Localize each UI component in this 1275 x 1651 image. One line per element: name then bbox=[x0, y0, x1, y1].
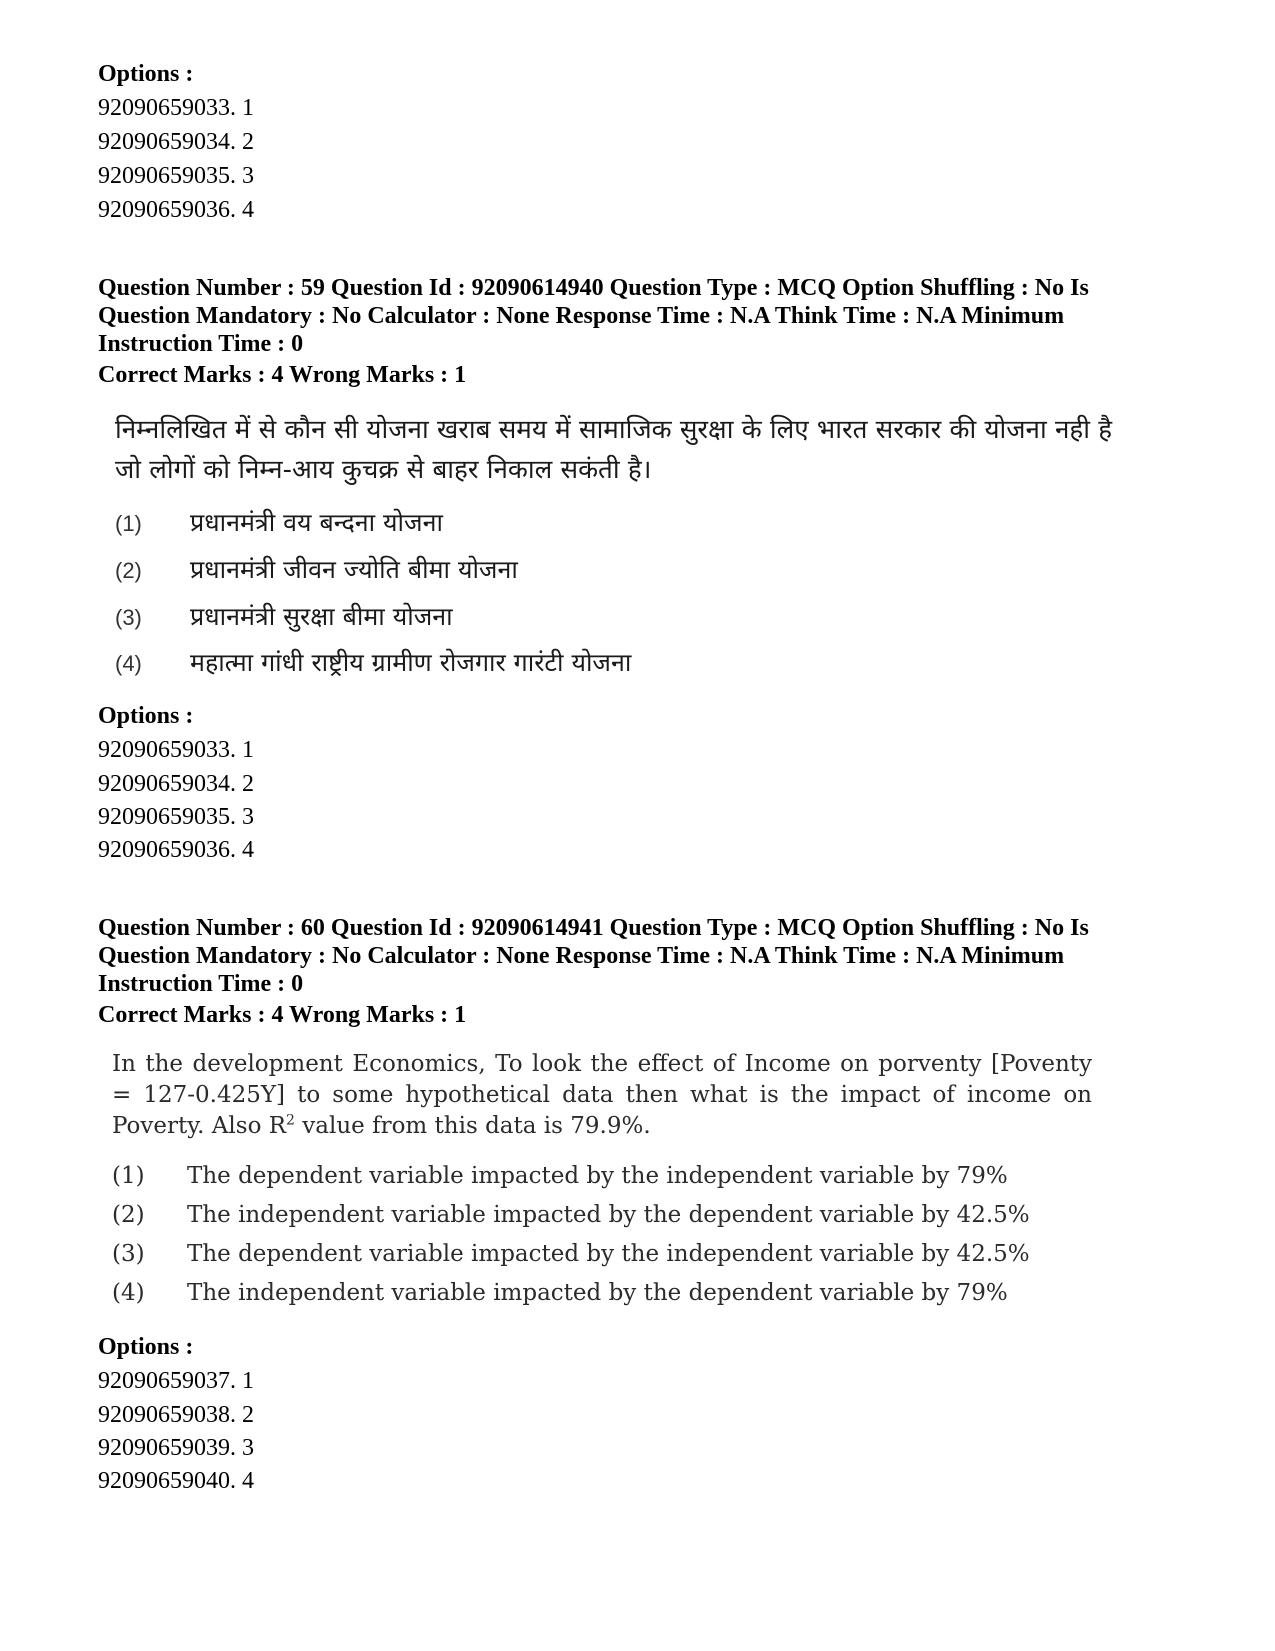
options-title: Options : bbox=[98, 1334, 194, 1360]
answer-choice bbox=[115, 602, 453, 633]
question-meta-line: Instruction Time : 0 bbox=[98, 971, 304, 997]
question-59-marks: Correct Marks : 4 Wrong Marks : 1 bbox=[98, 362, 467, 388]
question-meta-line: Instruction Time : 0 bbox=[98, 331, 304, 357]
option-id-line: 92090659038. 2 bbox=[98, 1402, 254, 1428]
answer-choice bbox=[115, 555, 518, 586]
answer-choice bbox=[112, 1239, 1030, 1269]
question-stem-text: In the development Economics, To look the effect of Income on porventy [Poventy = 127-0.425Y] to some hypothetical data then what is the impact of income on Poverty. Also R bbox=[112, 1051, 1092, 1139]
answer-choice-number: (1) bbox=[115, 511, 142, 536]
options-title: Options : bbox=[98, 703, 194, 729]
answer-choice-text: प्रधानमंत्री सुरक्षा बीमा योजना bbox=[190, 602, 453, 631]
options-title: Options : bbox=[98, 61, 194, 87]
answer-choice-text: The independent variable impacted by the dependent variable by 42.5% bbox=[187, 1202, 1030, 1228]
answer-choice bbox=[115, 648, 631, 679]
question-stem bbox=[112, 1049, 1092, 1142]
answer-choice-number: (3) bbox=[112, 1241, 145, 1267]
answer-choice-text: The dependent variable impacted by the independent variable by 42.5% bbox=[187, 1241, 1030, 1267]
option-id-line: 92090659035. 3 bbox=[98, 804, 254, 830]
option-id-line: 92090659034. 2 bbox=[98, 129, 254, 155]
option-id-line: 92090659033. 1 bbox=[98, 737, 254, 763]
question-60-marks: Correct Marks : 4 Wrong Marks : 1 bbox=[98, 1002, 467, 1028]
option-id-line: 92090659040. 4 bbox=[98, 1468, 254, 1494]
option-id-line: 92090659037. 1 bbox=[98, 1368, 254, 1394]
question-meta-line: Question Number : 60 Question Id : 92090614941 Question Type : MCQ Option Shuffling : No Is bbox=[98, 915, 1089, 941]
answer-choice bbox=[112, 1200, 1030, 1230]
question-59-body bbox=[115, 410, 1195, 677]
answer-choice-number: (2) bbox=[115, 558, 142, 583]
answer-choice-number: (3) bbox=[115, 605, 142, 630]
option-id-line: 92090659035. 3 bbox=[98, 163, 254, 189]
question-59-metadata bbox=[98, 274, 1198, 358]
question-meta-line: Question Number : 59 Question Id : 92090614940 Question Type : MCQ Option Shuffling : No Is bbox=[98, 275, 1089, 301]
answer-choice-text: The dependent variable impacted by the independent variable by 79% bbox=[187, 1163, 1008, 1189]
question-stem bbox=[115, 410, 1195, 490]
option-id-line: 92090659036. 4 bbox=[98, 197, 254, 223]
answer-choice-text: The independent variable impacted by the dependent variable by 79% bbox=[187, 1280, 1008, 1306]
answer-choice bbox=[112, 1278, 1008, 1308]
answer-choice-text: प्रधानमंत्री वय बन्दना योजना bbox=[190, 508, 443, 537]
answer-choice bbox=[112, 1161, 1008, 1191]
option-id-line: 92090659039. 3 bbox=[98, 1435, 254, 1461]
question-meta-line: Question Mandatory : No Calculator : None Response Time : N.A Think Time : N.A Minimum bbox=[98, 303, 1065, 329]
question-60-body bbox=[112, 1049, 1092, 1306]
question-stem-line: निम्नलिखित में से कौन सी योजना खराब समय में सामाजिक सुरक्षा के लिए भारत सरकार की योजना नही है bbox=[115, 415, 1113, 445]
superscript: 2 bbox=[286, 1112, 295, 1129]
question-stem-text: value from this data is 79.9%. bbox=[294, 1113, 651, 1139]
question-meta-line: Question Mandatory : No Calculator : None Response Time : N.A Think Time : N.A Minimum bbox=[98, 943, 1065, 969]
option-id-line: 92090659033. 1 bbox=[98, 95, 254, 121]
answer-choice bbox=[115, 508, 443, 539]
answer-choice-number: (4) bbox=[112, 1280, 145, 1306]
answer-choice-number: (4) bbox=[115, 651, 142, 676]
option-id-line: 92090659036. 4 bbox=[98, 837, 254, 863]
question-60-metadata bbox=[98, 914, 1198, 998]
option-id-line: 92090659034. 2 bbox=[98, 771, 254, 797]
answer-choice-number: (2) bbox=[112, 1202, 145, 1228]
answer-choice-number: (1) bbox=[112, 1163, 145, 1189]
answer-choice-text: महात्मा गांधी राष्ट्रीय ग्रामीण रोजगार गारंटी योजना bbox=[190, 648, 632, 677]
question-stem-line: जो लोगों को निम्न-आय कुचक्र से बाहर निकाल सकंती है। bbox=[115, 455, 652, 485]
answer-choice-text: प्रधानमंत्री जीवन ज्योति बीमा योजना bbox=[190, 555, 518, 584]
